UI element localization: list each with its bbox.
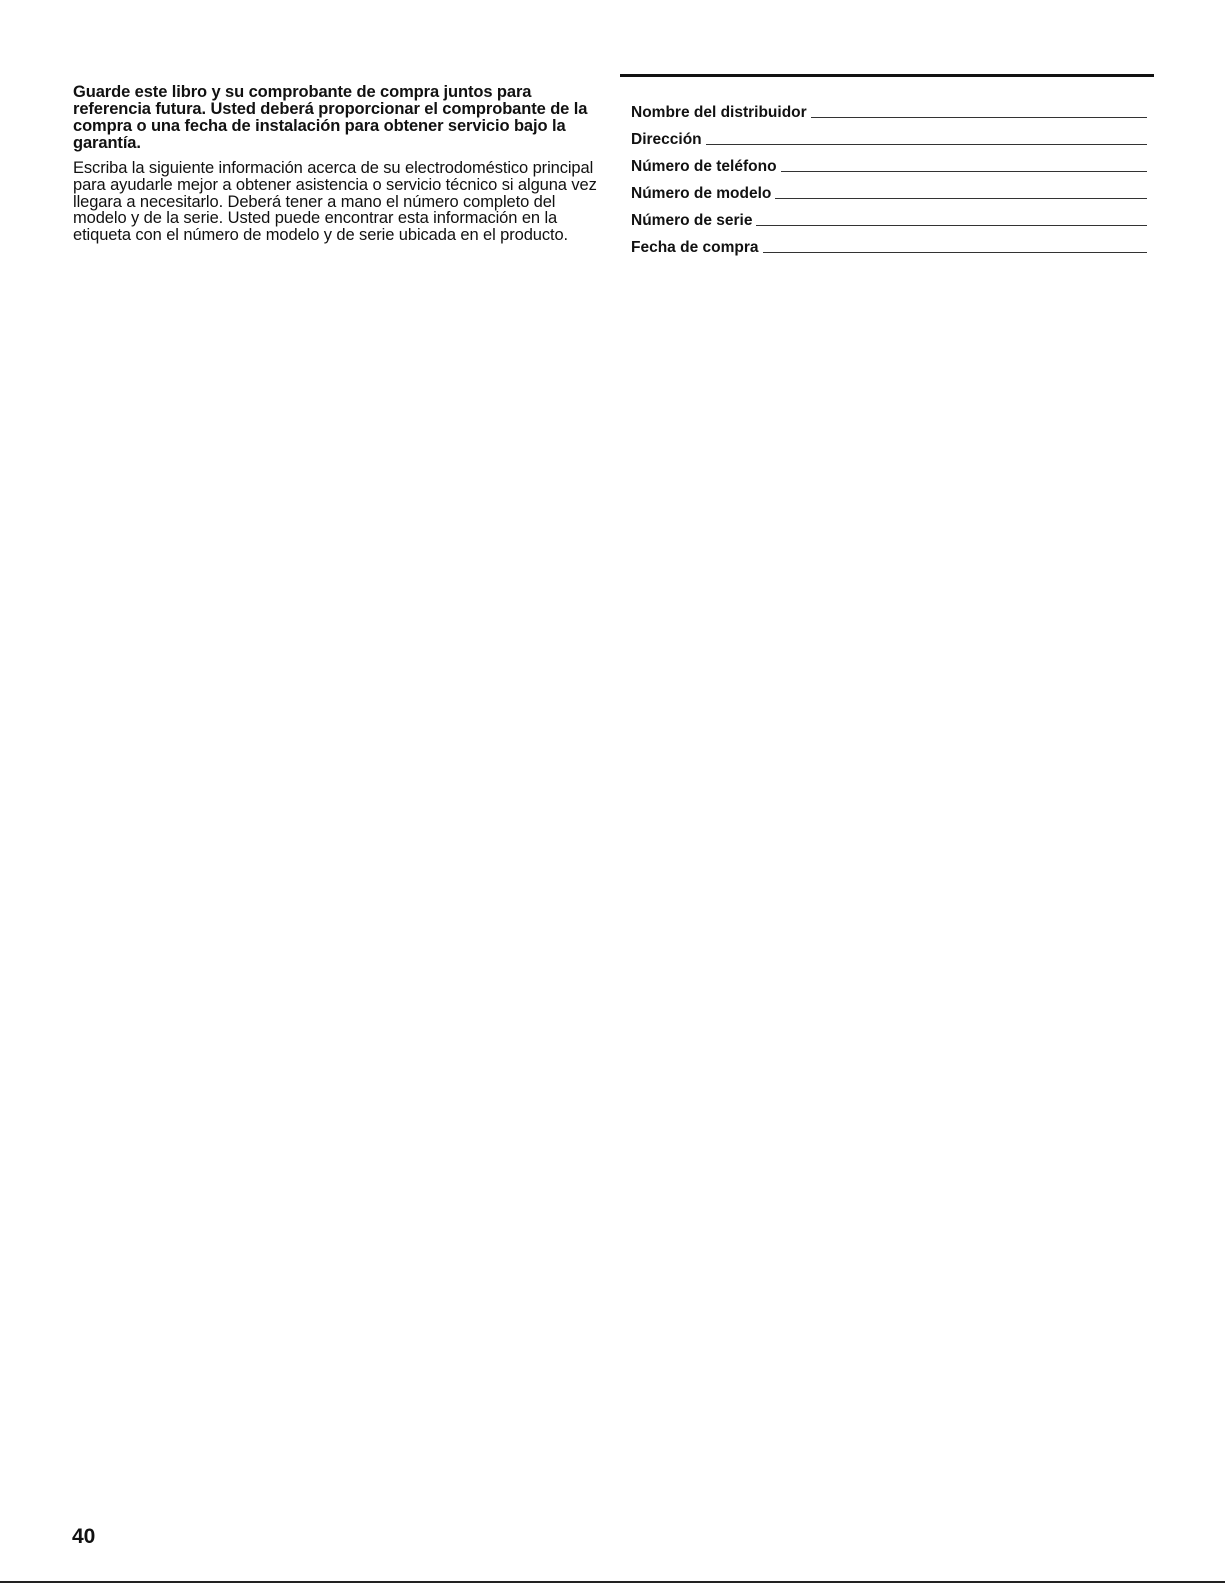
intro-section <box>73 84 603 244</box>
model-number-row <box>631 176 1147 203</box>
serial-number-row <box>631 203 1147 230</box>
address-row <box>631 122 1147 149</box>
address-label: Dirección <box>631 131 702 148</box>
purchase-date-label: Fecha de compra <box>631 239 759 256</box>
top-rule <box>620 74 1154 77</box>
page-number: 40 <box>72 1525 96 1548</box>
address-field[interactable] <box>706 143 1147 145</box>
serial-number-field[interactable] <box>756 224 1147 226</box>
phone-number-row <box>631 149 1147 176</box>
phone-number-label: Número de teléfono <box>631 158 777 175</box>
model-number-label: Número de modelo <box>631 185 772 202</box>
model-number-field[interactable] <box>775 197 1147 199</box>
dealer-name-field[interactable] <box>811 116 1147 118</box>
intro-body-text: Escriba la siguiente información acerca de su electrodoméstico principal para ayudarle mejor a obtener asistencia o servicio técnico si alguna vez llegara a necesitarlo. Deberá tener a mano el número completo del modelo y de la serie. Usted puede encontrar esta información en la etiqueta con el número de modelo y de serie ubicada en el producto. <box>73 159 597 245</box>
purchase-date-row <box>631 230 1147 257</box>
purchase-date-field[interactable] <box>763 251 1148 253</box>
serial-number-label: Número de serie <box>631 212 753 229</box>
dealer-name-label: Nombre del distribuidor <box>631 104 807 121</box>
record-form <box>631 95 1147 257</box>
intro-bold-text: Guarde este libro y su comprobante de compra juntos para referencia futura. Usted deberá proporcionar el comprobante de la compra o una fecha de instalación para obtener servicio bajo la garantía. <box>73 83 588 152</box>
phone-number-field[interactable] <box>781 170 1147 172</box>
bottom-rule <box>0 1581 1225 1583</box>
dealer-name-row <box>631 95 1147 122</box>
